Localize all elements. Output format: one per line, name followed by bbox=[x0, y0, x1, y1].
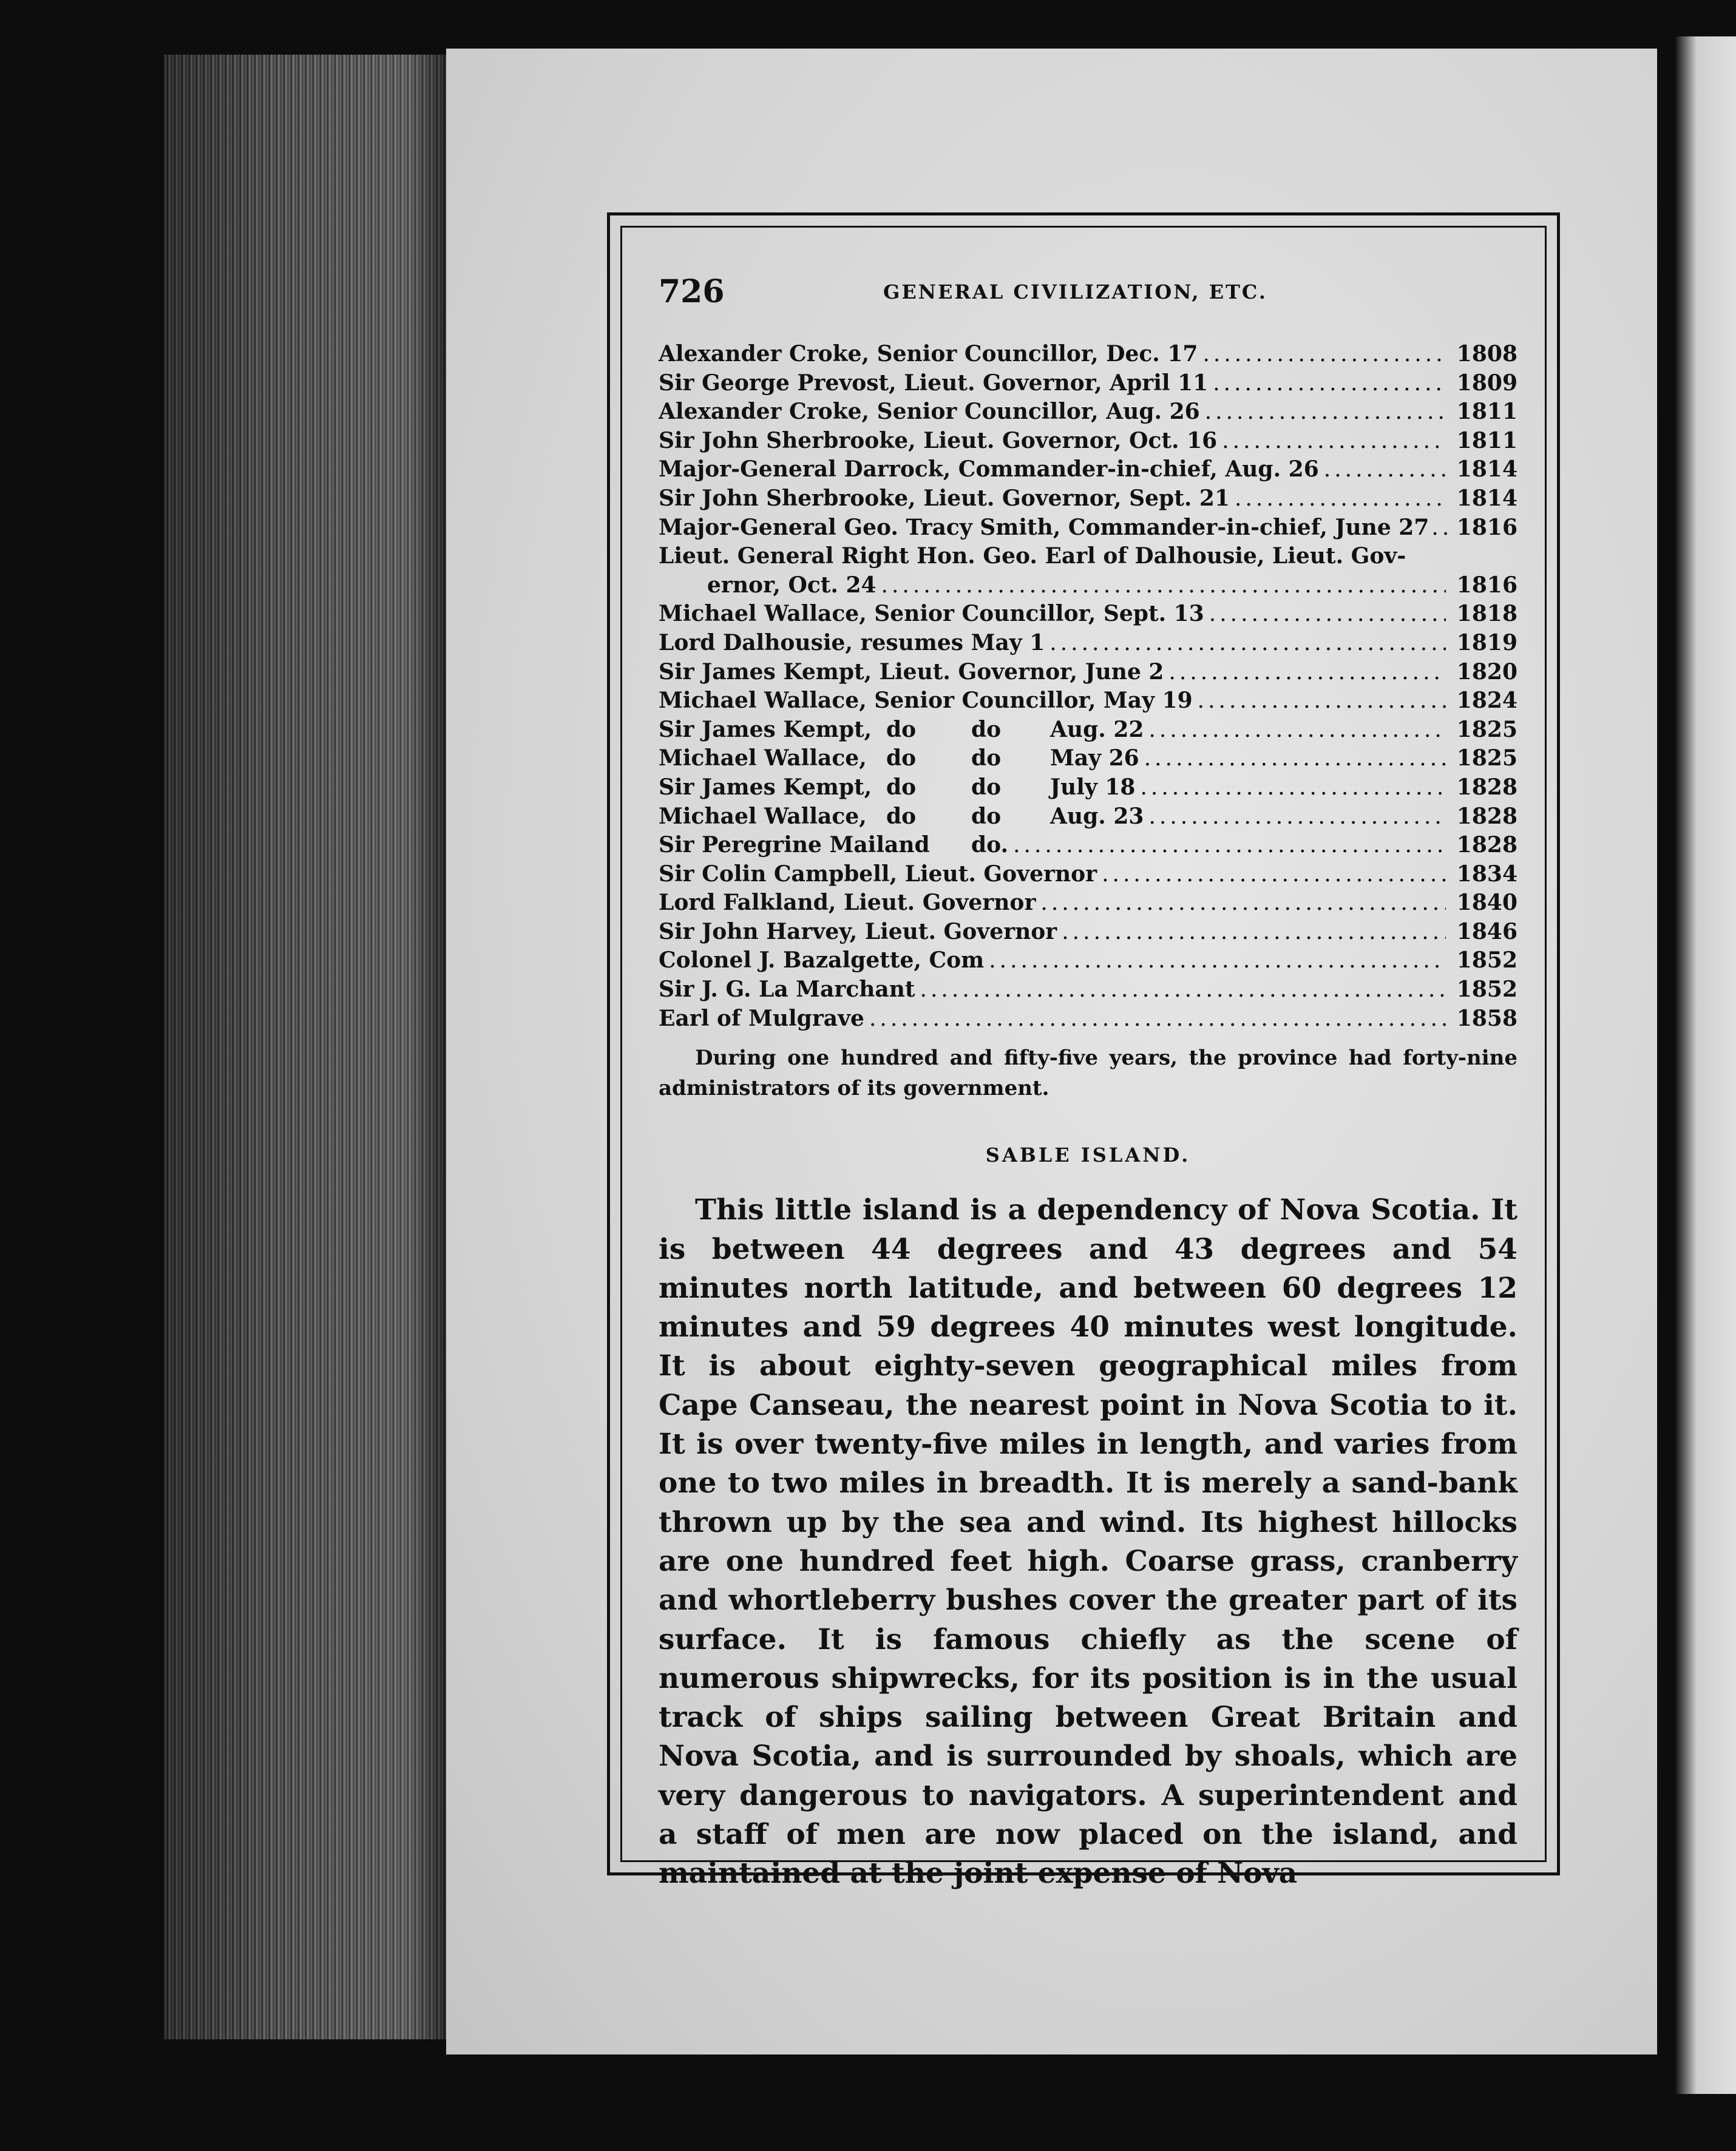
running-head: GENERAL CIVILIZATION, ETC. bbox=[883, 280, 1267, 303]
body-paragraph: This little island is a dependency of Nova Scotia. It is between 44 degrees and 43 degrees and 54 minutes north latitude, and between 60 degrees 12 minutes and 59 degrees 40 minutes west longitude. It is about eighty-seven geographical miles from Cape Canseau, the nearest point in Nova Scotia to it. It is over twenty-five miles in length, and varies from one to two miles in breadth. It is merely a sand-bank thrown up by the sea and wind. Its highest hillocks are one hundred feet high. Coarse grass, cranberry and whortleberry bushes cover the greater part of its surface. It is famous chiefly as the scene of numerous shipwrecks, for its position is in the usual track of ships sailing between Great Britain and Nova Scotia, and is surrounded by shoals, which are very dangerous to navigators. A superintendent and a staff of men are now placed on the island, and maintained at the joint expense of Nova bbox=[659, 1193, 1517, 1891]
list-item: Alexander Croke, Senior Councillor, Aug. 26 ..... 1811 bbox=[659, 399, 1517, 428]
page-content bbox=[659, 267, 1517, 1891]
list-item: Sir John Harvey, Lieut. Governor ..... 1846 bbox=[659, 919, 1517, 948]
list-item-continuation: ernor, Oct. 24 ..... 1816 bbox=[659, 572, 1517, 601]
page-number: 726 bbox=[659, 273, 725, 310]
summary-paragraph: During one hundred and fifty-five years, the province had forty-nine administrators of its government. bbox=[659, 1046, 1517, 1101]
list-item: Michael Wallace, do do May 26 ..... 1825 bbox=[659, 745, 1517, 774]
list-item: Alexander Croke, Senior Councillor, Dec. 17 ..... 1808 bbox=[659, 341, 1517, 370]
list-item: Sir John Sherbrooke, Lieut. Governor, Sept. 21 ..... 1814 bbox=[659, 486, 1517, 515]
book-page-edges bbox=[164, 55, 452, 2039]
administrators-list bbox=[659, 341, 1517, 1034]
list-item: Sir John Sherbrooke, Lieut. Governor, Oct. 16 ..... 1811 bbox=[659, 428, 1517, 457]
list-item: Sir J. G. La Marchant ..... 1852 bbox=[659, 977, 1517, 1006]
list-item: Sir George Prevost, Lieut. Governor, April 11 ..... 1809 bbox=[659, 370, 1517, 399]
list-item: Michael Wallace, Senior Councillor, May 19 ..... 1824 bbox=[659, 688, 1517, 717]
list-item: Michael Wallace, Senior Councillor, Sept. 13 ..... 1818 bbox=[659, 601, 1517, 630]
list-item: Sir James Kempt, Lieut. Governor, June 2 ..... 1820 bbox=[659, 659, 1517, 688]
list-item: Earl of Mulgrave ..... 1858 bbox=[659, 1006, 1517, 1035]
list-item: Colonel J. Bazalgette, Com ..... 1852 bbox=[659, 947, 1517, 977]
page-header bbox=[659, 267, 1517, 328]
list-item: Sir James Kempt, do do Aug. 22 ..... 1825 bbox=[659, 717, 1517, 746]
list-item: Major-General Darrock, Commander-in-chief, Aug. 26 ..... 1814 bbox=[659, 456, 1517, 486]
list-item: Lieut. General Right Hon. Geo. Earl of Dalhousie, Lieut. Gov- bbox=[659, 543, 1406, 569]
facing-page-edge bbox=[1675, 36, 1736, 2094]
list-item: Lord Dalhousie, resumes May 1 ..... 1819 bbox=[659, 630, 1517, 659]
section-title: SABLE ISLAND. bbox=[985, 1143, 1191, 1167]
list-item: Michael Wallace, do do Aug. 23 ..... 1828 bbox=[659, 804, 1517, 833]
list-item: Sir James Kempt, do do July 18 ..... 1828 bbox=[659, 774, 1517, 804]
list-item: Sir Colin Campbell, Lieut. Governor ..... 1834 bbox=[659, 861, 1517, 890]
list-item: Lord Falkland, Lieut. Governor ..... 1840 bbox=[659, 890, 1517, 919]
list-item: Sir Peregrine Mailand do. ..... 1828 bbox=[659, 832, 1517, 861]
list-item: Major-General Geo. Tracy Smith, Commander-in-chief, June 27 ..... 1816 bbox=[659, 515, 1517, 544]
